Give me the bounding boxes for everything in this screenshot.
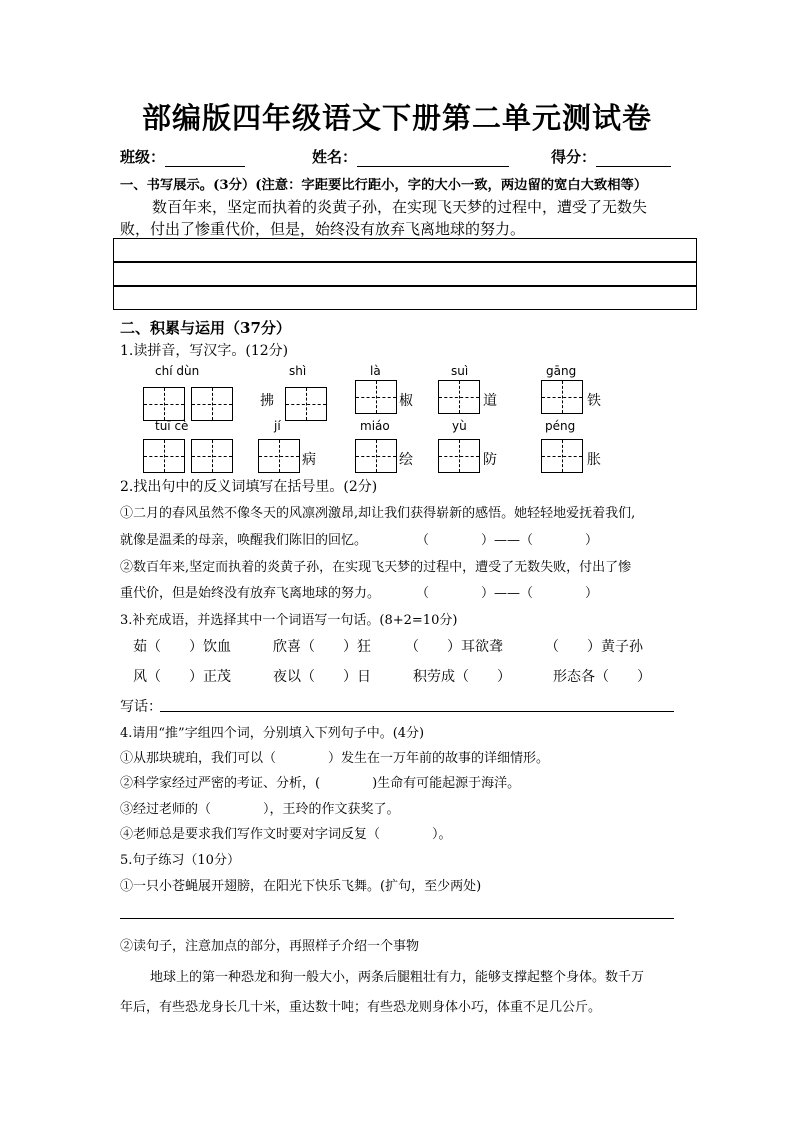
q2-answer-pair-2[interactable]: （ ）——（ ） <box>416 586 599 601</box>
section2-heading: 二、积累与运用（37分） <box>120 319 291 337</box>
section1-heading: 一、书写展示。(3分）(注意：字距要比行距小，字的大小一致，两边留的宽白大致相等） <box>120 178 648 193</box>
section1-passage-line2: 败，付出了惨重代价，但是，始终没有放弃飞离地球的努力。 <box>120 220 526 238</box>
q2-sentence1-line1: ①二月的春风虽然不像冬天的风凛冽激昂,却让我们获得崭新的感悟。她轻轻地爱抚着我们, <box>120 506 636 521</box>
q2-title: 2.找出句中的反义词填写在括号里。(2分) <box>120 479 378 495</box>
writing-line-3[interactable] <box>113 286 697 310</box>
char-box[interactable] <box>191 439 233 473</box>
class-field <box>120 146 245 167</box>
score-label: 得分： <box>551 148 597 166</box>
char-box[interactable] <box>541 439 583 473</box>
page-title: 部编版四年级语文下册第二单元测试卷 <box>141 101 652 135</box>
pinyin-la: là <box>370 364 381 378</box>
char-box[interactable] <box>355 380 397 414</box>
char-box[interactable] <box>143 387 185 421</box>
q5-paragraph-line2: 年后，有些恐龙身长几十米，重达数十吨；有些恐龙则身体小巧，体重不足几公斤。 <box>120 1000 602 1015</box>
char-box[interactable] <box>285 387 327 421</box>
pinyin-gang: gāng <box>546 364 577 378</box>
idiom-item[interactable]: （ ）耳欲聋 <box>405 639 503 655</box>
char-zhang: 胀 <box>587 452 601 468</box>
idiom-item[interactable]: 茹（ ）饮血 <box>133 639 231 655</box>
q3-title: 3.补充成语，并选择其中一个词语写一句话。(8+2=10分) <box>120 613 458 628</box>
q4-sentence2: ②科学家经过严密的考证、分析，( )生命有可能起源于海洋。 <box>120 776 521 791</box>
q5-sentence1: ①一只小苍蝇展开翅膀，在阳光下快乐飞舞。(扩句，至少两处) <box>120 879 482 894</box>
q5-answer-line[interactable] <box>120 918 674 919</box>
q1-title: 1.读拼音，写汉字。(12分) <box>120 343 289 359</box>
char-hui: 绘 <box>399 452 413 468</box>
char-box[interactable] <box>438 439 480 473</box>
writing-line-2[interactable] <box>113 262 697 286</box>
pinyin-chi-dun: chí dùn <box>155 364 200 378</box>
char-jiao: 椒 <box>399 393 413 409</box>
char-box[interactable] <box>355 439 397 473</box>
score-field <box>551 146 671 167</box>
class-blank[interactable] <box>165 152 245 167</box>
idiom-item[interactable]: （ ）黄子孙 <box>545 639 643 655</box>
write-sentence-label: 写话： <box>120 699 162 715</box>
q5-sentence2: ②读句子，注意加点的部分，再照样子介绍一个事物 <box>120 939 420 954</box>
char-box[interactable] <box>258 439 300 473</box>
q2-sentence2-line1: ②数百年来,坚定而执着的炎黄子孙，在实现飞天梦的过程中，遭受了无数失败，付出了惨 <box>120 560 632 575</box>
char-box[interactable] <box>438 380 480 414</box>
char-dao: 道 <box>483 393 497 409</box>
pinyin-sui: suì <box>451 364 469 378</box>
pinyin-miao: miáo <box>360 419 390 433</box>
q2-sentence1-line2: 就像是温柔的母亲，唤醒我们陈旧的回忆。 <box>120 533 368 548</box>
q4-title: 4.请用“推”字组四个词，分别填入下列句子中。(4分) <box>120 726 425 741</box>
q2-answer-pair-1[interactable]: （ ）——（ ） <box>416 533 599 548</box>
char-box[interactable] <box>143 439 185 473</box>
pinyin-yu: yù <box>452 419 467 433</box>
char-bing: 病 <box>302 452 316 468</box>
pinyin-ji: jí <box>274 419 281 433</box>
q4-sentence4: ④老师总是要求我们写作文时要对字词反复（ ）。 <box>120 827 452 842</box>
name-label: 姓名： <box>312 148 358 166</box>
write-sentence-line[interactable] <box>160 711 674 712</box>
q4-sentence3: ③经过老师的（ ），王玲的作文获奖了。 <box>120 802 400 817</box>
idiom-item[interactable]: 欣喜（ ）狂 <box>273 639 371 655</box>
idiom-item[interactable]: 风（ ）正茂 <box>133 669 231 685</box>
char-tie: 铁 <box>587 393 601 409</box>
char-box[interactable] <box>191 387 233 421</box>
q5-paragraph-line1: 地球上的第一种恐龙和狗一般大小，两条后腿粗壮有力，能够支撑起整个身体。数千万 <box>150 970 645 985</box>
pinyin-peng: péng <box>545 419 576 433</box>
q5-title: 5.句子练习（10分） <box>120 853 240 868</box>
name-blank[interactable] <box>357 152 509 167</box>
idiom-item[interactable]: 形态各（ ） <box>553 669 651 685</box>
writing-line-1[interactable] <box>113 238 697 262</box>
q4-sentence1: ①从那块琥珀，我们可以（ ）发生在一万年前的故事的详细情形。 <box>120 751 550 766</box>
pinyin-shi: shì <box>289 364 307 378</box>
char-fang: 防 <box>483 452 497 468</box>
char-box[interactable] <box>541 380 583 414</box>
idiom-item[interactable]: 积劳成（ ） <box>413 669 511 685</box>
idiom-item[interactable]: 夜以（ ）日 <box>273 669 371 685</box>
section1-passage-line1: 数百年来，坚定而执着的炎黄子孙，在实现飞天梦的过程中，遭受了无数失 <box>152 198 648 216</box>
name-field <box>312 146 509 167</box>
q2-sentence2-line2: 重代价，但是始终没有放弃飞离地球的努力。 <box>120 586 381 601</box>
class-label: 班级： <box>120 148 166 166</box>
score-blank[interactable] <box>596 152 671 167</box>
char-fu: 拂 <box>260 393 274 409</box>
pinyin-tui-ce: tuī cè <box>155 419 189 433</box>
